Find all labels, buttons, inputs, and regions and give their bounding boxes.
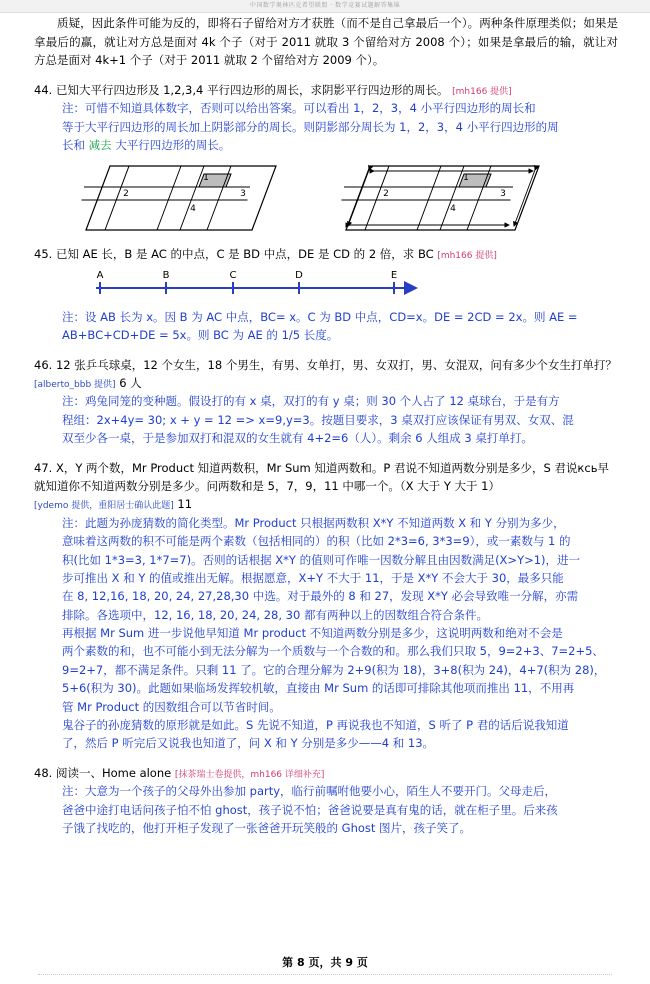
problem-47-note-10: 5+6(积为 30)。此题如果临场发挥较机敏，直接由 Mr Sum 的话即可排除其他项而推出 11，不用再 [62,681,575,696]
footer-text-mid: 页，共 [308,956,342,969]
problem-47-note-6: 排除。各选项中，12, 16, 18, 20, 24, 28, 30 都有两种以上的因数组合符合条件。 [62,607,488,622]
problem-44-title: 已知大平行四边形及 1,2,3,4 平行四边形的周长，求阴影平行四边形的周长。 [55,82,449,97]
problem-47-note-2: 意味着这两数的积不可能是两个素数（包括相同的）的积（比如 2*3=6, 3*3=9），或一素数与 1 的 [62,534,571,549]
svg-text:1: 1 [463,173,469,184]
problem-45-note-1: 注：设 AB 长为 x。因 B 为 AC 中点，BC= x。C 为 BD 中点，CD=x。DE = 2CD = 2x。则 AE = [62,309,578,324]
svg-text:E: E [390,269,398,281]
footer-page-number: 8 [297,956,305,969]
problem-47-note-8: 两个素数的和，也不可能小到无法分解为一个质数与一个合数的和。那么我们只取 5，9=2+3、7=2+5、 [62,644,604,659]
problem-45-note-2: AB+BC+CD+DE = 5x。则 BC 为 AE 的 1/5 长度。 [62,328,339,343]
problem-47 [34,459,618,753]
problem-48-number: 48. [34,765,53,780]
problem-46-note-3: 双至少各一桌，于是参加双打和混双的女生就有 4+2=6（人）。剩余 6 人组成 3 桌打单打。 [62,431,533,446]
problem-48 [34,764,618,838]
page-content [34,14,618,837]
intro-paragraph: 质疑，因此条件可能为反的，即将石子留给对方才获胜（而不是自己拿最后一个）。两种条件原理类似；如果是拿最后的赢，就让对方总是面对 4k 个子（对于 2011 就取 3 个留给对方 2008 个）；如果是拿最后的输，就让对方总是面对 4k+1 个子（对于 2011 就取 2 个留给对方 2009 个）。 [34,16,618,68]
parallelogram-figure-left [68,162,280,234]
svg-text:4: 4 [190,204,196,215]
problem-47-tagline [34,495,618,513]
problem-46-title: 12 张乒乓球桌，12 个女生，18 个男生，有男、女单打，男、女双打，男、女混双，问有多少个女生打单打？ [55,357,617,372]
problem-47-number: 47. [34,460,53,475]
problem-47-note-5: 在 8, 12,16, 18, 20, 24, 27,28,30 中选。对于最外的 8 和 27，发现 X*Y 必会导致唯一分解，亦需 [62,589,579,604]
problem-44-number: 44. [34,82,53,97]
svg-text:A: A [96,269,104,281]
page-header-strip: 中国数学奥林匹克希望联盟 · 数学竞赛试题解答集锦 [0,0,650,13]
problem-45-tag: [mh166 提供] [437,251,497,262]
problem-47-title: X，Y 两个数，Mr Product 知道两数积，Mr Sum 知道两数和。P 君说不知道两数分别是多少，S 君说ксь早就知道你不知道两数分别是多少。问两数和是 5，7，9，11 中哪一个。（X 大于 Y 大于 1） [34,460,609,493]
problem-46 [34,356,618,448]
problem-48-body-2: 爸爸中途打电话问孩子怕不怕 ghost，孩子说不怕；爸爸说要是真有鬼的话，就在柜子里。后来孩 [62,802,558,817]
svg-text:4: 4 [450,204,456,215]
svg-text:2: 2 [123,189,129,200]
problem-47-note-12: 鬼谷子的孙庞猜数的原形就是如此。S 先说不知道，P 再说我也不知道，S 听了 P 君的话后说我知道 [62,718,569,733]
svg-text:D: D [295,269,303,281]
problem-44-note-2: 等于大平行四边形的周长加上阴影部分的周长。则阴影部分周长为 1，2，3，4 小平行四边形的周 [62,119,559,134]
problem-47-note-1: 注：此题为孙庞猜数的简化类型。Mr Product 只根据两数积 X*Y 不知道两数 X 和 Y 分别为多少， [62,515,565,530]
svg-text:1: 1 [203,173,209,184]
problem-47-note-7: 再根据 Mr Sum 进一步说他早知道 Mr product 不知道两数分别是多少，这说明两数和绝对不会是 [62,626,563,641]
problem-46-note-1: 注：鸡兔同笼的变种题。假设打的有 x 桌，双打的有 y 桌；则 30 个人占了 12 桌球台，于是有方 [62,394,560,409]
problem-47-note-13: 了，然后 P 听完后又说我也知道了，问 X 和 Y 分别是多少——4 和 13。 [62,736,435,751]
problem-47-note-4: 步可推出 X 和 Y 的值或推出无解。根据愿意，X+Y 不大于 11，于是 X*Y 不会大于 30，最多只能 [62,570,564,585]
problem-46-answer: 6 人 [119,376,142,390]
problem-44-note-3-text: 长和 减去 大平行四边形的周长。 [62,138,231,153]
problem-46-note-2: 程组：2x+4y= 30; x + y = 12 => x=9,y=3。按题目要求，3 桌双打应该保证有男双、女双、混 [62,412,574,427]
problem-46-head [34,356,618,393]
svg-text:2: 2 [383,189,389,200]
svg-text:B: B [162,269,170,281]
parallelogram-figure-right [328,162,543,234]
problem-48-head [34,764,618,782]
problem-48-title: 阅读一、Home alone [55,765,172,780]
problem-44 [34,81,618,235]
problem-47-head [34,459,618,496]
footer-text-after: 页 [356,956,368,969]
problem-45-number: 45. [34,247,53,262]
problem-44-figures [68,162,618,234]
problem-44-note-3 [34,136,618,154]
problem-48-body-1: 注：大意为一个孩子的父母外出参加 party，临行前嘱咐他要小心，陌生人不要开门。父母走后， [62,784,557,799]
footer-total-pages: 9 [345,956,353,969]
problem-48-tag: [抹茶瑞士卷提供，mh166 详细补充] [174,769,325,780]
problem-47-answer: 11 [177,497,193,512]
problem-45 [34,245,618,344]
emphasis-word: 减去 [88,138,112,153]
problem-47-tag: [ydemo 提供，重阳居士确认此题] [34,501,174,512]
problem-45-title: 已知 AE 长，B 是 AC 的中点，C 是 BD 中点，DE 是 CD 的 2 倍，求 BC [55,247,434,262]
problem-48-body-3: 子饿了找吃的，他打开柜子发现了一张爸爸开玩笑般的 Ghost 图片，孩子笑了。 [62,820,472,835]
footer-text-before: 第 [282,956,294,969]
svg-text:3: 3 [240,189,246,200]
problem-44-tag: [mh166 提供] [452,86,512,97]
problem-46-tag: [alberto_bbb 提供] [34,380,116,390]
svg-text:C: C [229,269,237,281]
footer-divider [38,974,612,976]
problem-47-note-9: 9=2+7，都不满足条件。只剩 11 了。它的合理分解为 2+9(积为 18)，3+8(积为 24)，4+7(积为 28)， [62,662,606,677]
problem-45-head [34,245,618,263]
problem-46-number: 46. [34,357,53,372]
problem-47-note-3: 积(比如 1*3=3, 1*7=7)。否则的话根据 X*Y 的值则可作唯一因数分解且由因数满足(X>Y>1)，进一 [62,552,581,567]
problem-44-note-1: 注：可惜不知道具体数字，否则可以给出答案。可以看出 1，2，3，4 小平行四边形的周长和 [62,101,536,116]
page-footer [0,954,650,970]
problem-45-numberline [94,268,618,302]
problem-44-head [34,81,618,99]
problem-47-note-11: 管 Mr Product 的因数组合可以节省时间。 [62,699,281,714]
svg-text:3: 3 [500,189,506,200]
